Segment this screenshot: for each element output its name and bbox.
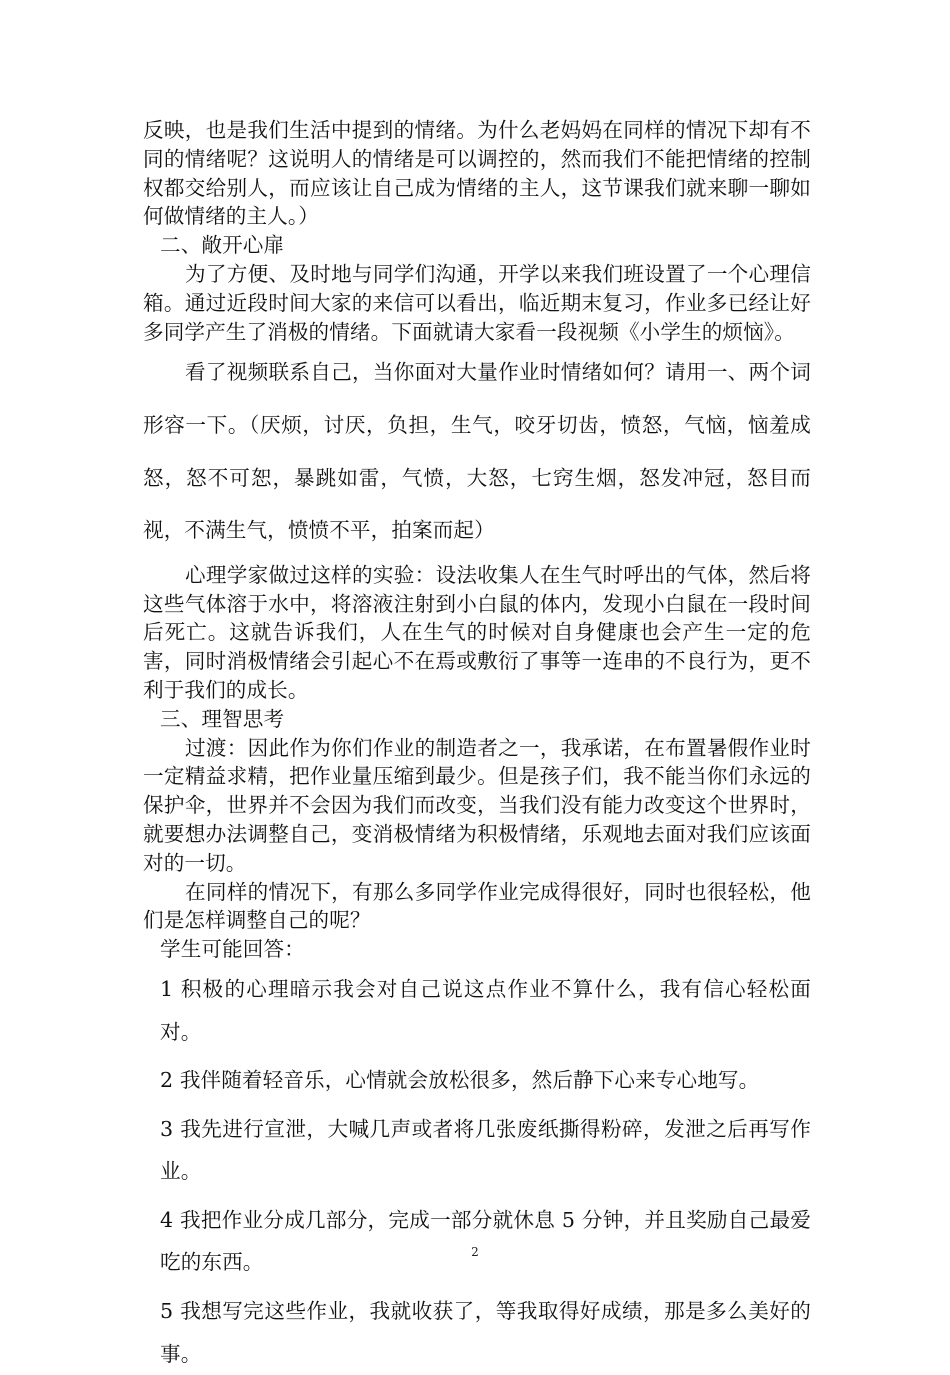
- answer-item-5: 5 我想写完这些作业，我就收获了，等我取得好成绩，那是多么美好的事。: [160, 1299, 811, 1366]
- paragraph-intro-continuation: 反映，也是我们生活中提到的情绪。为什么老妈妈在同样的情况下却有不同的情绪呢？这说明人的情绪是可以调控的，然而我们不能把情绪的控制权都交给别人，而应该让自己成为情绪的主人，这节课我们就来聊一聊如何做情绪的主人。）: [143, 118, 811, 229]
- body-text: [143, 116, 811, 1375]
- paragraph-transition: 过渡：因此作为你们作业的制造者之一，我承诺，在布置暑假作业时一定精益求精，把作业量压缩到最少。但是孩子们，我不能当你们永远的保护伞，世界并不会因为我们而改变，当我们没有能力改变这个世界时，就要想办法调整自己，变消极情绪为积极情绪，乐观地去面对我们应该面对的一切。: [143, 735, 811, 875]
- paragraph-video-reflection-text: 看了视频联系自己，当你面对大量作业时情绪如何？请用一、两个词形容一下。（厌烦，讨厌，负担，生气，咬牙切齿，愤怒，气恼，恼羞成怒，怒不可恕，暴跳如雷，气愤，大怒，七窍生烟，怒发冲冠，怒目而视，不满生气，愤愤不平，拍案而起）: [143, 360, 811, 543]
- paragraph-possible-answers: 学生可能回答：: [160, 937, 305, 962]
- answer-item-1: 1 积极的心理暗示我会对自己说这点作业不算什么，我有信心轻松面对。: [160, 976, 811, 1044]
- page-number: 2: [471, 1245, 479, 1259]
- paragraph-experiment: 心理学家做过这样的实验：设法收集人在生气时呼出的气体，然后将这些气体溶于水中，将溶液注射到小白鼠的体内，发现小白鼠在一段时间后死亡。这就告诉我们，人在生气的时候对自身健康也会产生一定的危害，同时消极情绪会引起心不在焉或敷衍了事等一连串的不良行为，更不利于我们的成长。: [143, 562, 811, 702]
- section-heading-rational-thinking: 三、理智思考: [160, 706, 285, 731]
- paragraph-video-reflection: [143, 346, 811, 556]
- answer-item-2: 2 我伴随着轻音乐，心情就会放松很多，然后静下心来专心地写。: [160, 1068, 760, 1093]
- paragraph-same-situation: 在同样的情况下，有那么多同学作业完成得很好，同时也很轻松，他们是怎样调整自己的呢？: [143, 879, 811, 933]
- section-heading-open-heart: 二、敞开心扉: [160, 233, 285, 258]
- paragraph-letterbox: 为了方便、及时地与同学们沟通，开学以来我们班设置了一个心理信箱。通过近段时间大家的来信可以看出，临近期末复习，作业多已经让好多同学产生了消极的情绪。下面就请大家看一段视频《小学生的烦恼》。: [143, 261, 811, 344]
- answer-item-3: 3 我先进行宣泄，大喊几声或者将几张废纸撕得粉碎，发泄之后再写作业。: [160, 1116, 811, 1184]
- answer-item-4: 4 我把作业分成几部分，完成一部分就休息 5 分钟，并且奖励自己最爱吃的东西。: [160, 1207, 811, 1275]
